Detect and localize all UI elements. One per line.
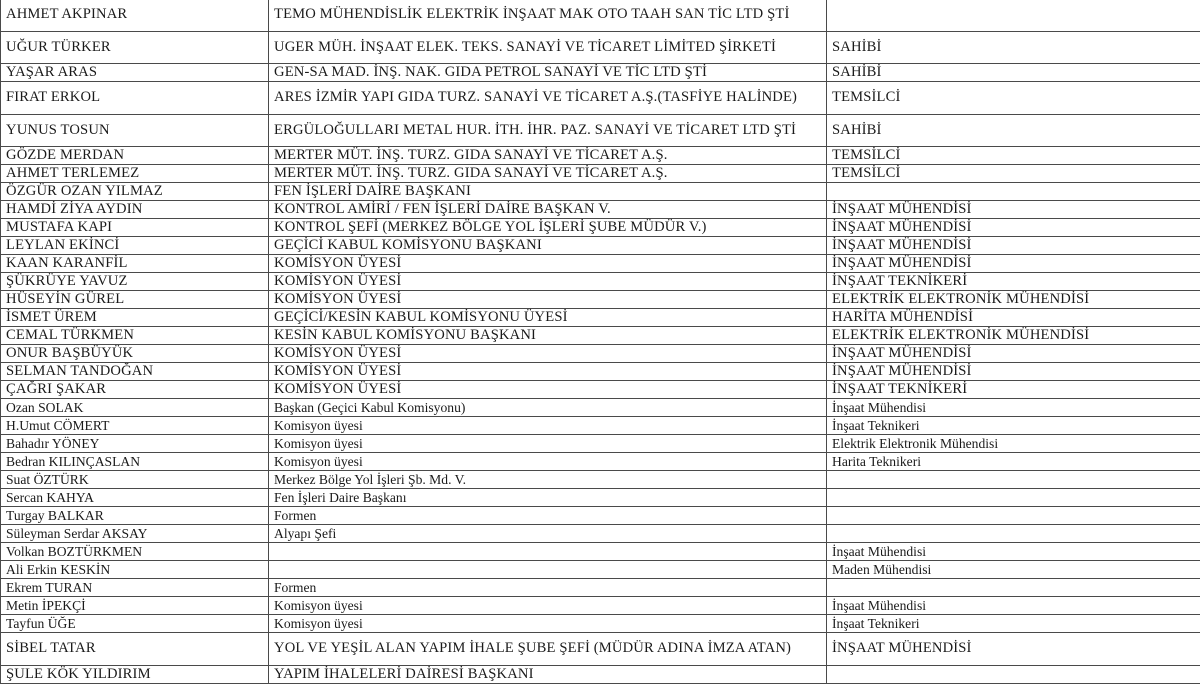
title-cell: İnşaat Teknikeri (827, 615, 1200, 633)
table-row (1, 417, 1200, 435)
table-row (1, 363, 1200, 381)
title-cell: ELEKTRİK ELEKTRONİK MÜHENDİSİ (827, 327, 1200, 345)
name-cell: Ali Erkin KESKİN (1, 561, 269, 579)
title-cell: İNŞAAT MÜHENDİSİ (827, 363, 1200, 381)
title-cell (827, 507, 1200, 525)
role-cell: MERTER MÜT. İNŞ. TURZ. GIDA SANAYİ VE TİCARET A.Ş. (269, 165, 827, 183)
table-row (1, 309, 1200, 327)
table-row (1, 507, 1200, 525)
role-cell (269, 543, 827, 561)
name-cell: MUSTAFA KAPI (1, 219, 269, 237)
title-cell (827, 665, 1200, 683)
name-cell: Sercan KAHYA (1, 489, 269, 507)
role-cell: KOMİSYON ÜYESİ (269, 345, 827, 363)
name-cell: Süleyman Serdar AKSAY (1, 525, 269, 543)
title-cell (827, 489, 1200, 507)
table-row (1, 219, 1200, 237)
role-cell: KOMİSYON ÜYESİ (269, 381, 827, 399)
title-cell: İNŞAAT MÜHENDİSİ (827, 201, 1200, 219)
table-row (1, 399, 1200, 417)
title-cell: İNŞAAT TEKNİKERİ (827, 273, 1200, 291)
title-cell: SAHİBİ (827, 114, 1200, 147)
name-cell: Bedran KILINÇASLAN (1, 453, 269, 471)
title-cell: İNŞAAT MÜHENDİSİ (827, 345, 1200, 363)
name-cell: İSMET ÜREM (1, 309, 269, 327)
table-row (1, 183, 1200, 201)
table-row (1, 633, 1200, 666)
table-row (1, 579, 1200, 597)
table-row (1, 273, 1200, 291)
table-row (1, 615, 1200, 633)
title-cell: SAHİBİ (827, 64, 1200, 82)
title-cell: TEMSİLCİ (827, 165, 1200, 183)
table-row (1, 237, 1200, 255)
name-cell: ÇAĞRI ŞAKAR (1, 381, 269, 399)
table-row (1, 201, 1200, 219)
name-cell: Tayfun ÜĞE (1, 615, 269, 633)
role-cell (269, 561, 827, 579)
name-cell: AHMET TERLEMEZ (1, 165, 269, 183)
title-cell: HARİTA MÜHENDİSİ (827, 309, 1200, 327)
role-cell: Formen (269, 579, 827, 597)
role-cell: UGER MÜH. İNŞAAT ELEK. TEKS. SANAYİ VE TİCARET LİMİTED ŞİRKETİ (269, 31, 827, 64)
title-cell: SAHİBİ (827, 31, 1200, 64)
title-cell: İNŞAAT MÜHENDİSİ (827, 219, 1200, 237)
table-row (1, 453, 1200, 471)
role-cell: Komisyon üyesi (269, 615, 827, 633)
table-row (1, 64, 1200, 82)
name-cell: HAMDİ ZİYA AYDIN (1, 201, 269, 219)
role-cell: GEN-SA MAD. İNŞ. NAK. GIDA PETROL SANAYİ VE TİC LTD ŞTİ (269, 64, 827, 82)
name-cell: SELMAN TANDOĞAN (1, 363, 269, 381)
table-row (1, 525, 1200, 543)
title-cell: Maden Mühendisi (827, 561, 1200, 579)
role-cell: YOL VE YEŞİL ALAN YAPIM İHALE ŞUBE ŞEFİ (MÜDÜR ADINA İMZA ATAN) (269, 633, 827, 666)
table-row (1, 543, 1200, 561)
role-cell: MERTER MÜT. İNŞ. TURZ. GIDA SANAYİ VE TİCARET A.Ş. (269, 147, 827, 165)
role-cell: Merkez Bölge Yol İşleri Şb. Md. V. (269, 471, 827, 489)
role-cell: GEÇİCİ/KESİN KABUL KOMİSYONU ÜYESİ (269, 309, 827, 327)
name-cell: Volkan BOZTÜRKMEN (1, 543, 269, 561)
title-cell: İNŞAAT MÜHENDİSİ (827, 237, 1200, 255)
table-row (1, 31, 1200, 64)
title-cell: İNŞAAT MÜHENDİSİ (827, 633, 1200, 666)
table-row (1, 114, 1200, 147)
name-cell: LEYLAN EKİNCİ (1, 237, 269, 255)
role-cell: ERGÜLOĞULLARI METAL HUR. İTH. İHR. PAZ. SANAYİ VE TİCARET LTD ŞTİ (269, 114, 827, 147)
table-row (1, 255, 1200, 273)
table-row (1, 82, 1200, 115)
title-cell: İNŞAAT MÜHENDİSİ (827, 255, 1200, 273)
role-cell: KESİN KABUL KOMİSYONU BAŞKANI (269, 327, 827, 345)
title-cell: İnşaat Teknikeri (827, 417, 1200, 435)
table-row (1, 327, 1200, 345)
role-cell: Komisyon üyesi (269, 435, 827, 453)
role-cell: GEÇİCİ KABUL KOMİSYONU BAŞKANI (269, 237, 827, 255)
role-cell: Başkan (Geçici Kabul Komisyonu) (269, 399, 827, 417)
role-cell: Komisyon üyesi (269, 417, 827, 435)
role-cell: FEN İŞLERİ DAİRE BAŞKANI (269, 183, 827, 201)
title-cell: Elektrik Elektronik Mühendisi (827, 435, 1200, 453)
personnel-table-body (1, 0, 1200, 683)
name-cell: YAŞAR ARAS (1, 64, 269, 82)
role-cell: Formen (269, 507, 827, 525)
name-cell: Turgay BALKAR (1, 507, 269, 525)
role-cell: ARES İZMİR YAPI GIDA TURZ. SANAYİ VE TİCARET A.Ş.(TASFİYE HALİNDE) (269, 82, 827, 115)
title-cell (827, 183, 1200, 201)
table-row (1, 489, 1200, 507)
title-cell: İnşaat Mühendisi (827, 543, 1200, 561)
title-cell: TEMSİLCİ (827, 147, 1200, 165)
name-cell: ONUR BAŞBÜYÜK (1, 345, 269, 363)
table-row (1, 471, 1200, 489)
table-row (1, 147, 1200, 165)
role-cell: Alyapı Şefi (269, 525, 827, 543)
name-cell: KAAN KARANFİL (1, 255, 269, 273)
role-cell: YAPIM İHALELERİ DAİRESİ BAŞKANI (269, 665, 827, 683)
name-cell: Ekrem TURAN (1, 579, 269, 597)
title-cell: İNŞAAT TEKNİKERİ (827, 381, 1200, 399)
name-cell: SİBEL TATAR (1, 633, 269, 666)
table-row (1, 291, 1200, 309)
table-row (1, 561, 1200, 579)
title-cell: İnşaat Mühendisi (827, 399, 1200, 417)
table-row (1, 381, 1200, 399)
title-cell: ELEKTRİK ELEKTRONİK MÜHENDİSİ (827, 291, 1200, 309)
title-cell: İnşaat Mühendisi (827, 597, 1200, 615)
name-cell: FIRAT ERKOL (1, 82, 269, 115)
name-cell: GÖZDE MERDAN (1, 147, 269, 165)
name-cell: H.Umut CÖMERT (1, 417, 269, 435)
table-row (1, 597, 1200, 615)
title-cell (827, 471, 1200, 489)
name-cell: UĞUR TÜRKER (1, 31, 269, 64)
title-cell: Harita Teknikeri (827, 453, 1200, 471)
table-row (1, 0, 1200, 31)
role-cell: KOMİSYON ÜYESİ (269, 291, 827, 309)
table-row (1, 165, 1200, 183)
name-cell: ÖZGÜR OZAN YILMAZ (1, 183, 269, 201)
name-cell: AHMET AKPINAR (1, 0, 269, 31)
role-cell: Fen İşleri Daire Başkanı (269, 489, 827, 507)
name-cell: HÜSEYİN GÜREL (1, 291, 269, 309)
name-cell: Bahadır YÖNEY (1, 435, 269, 453)
title-cell (827, 525, 1200, 543)
table-row (1, 345, 1200, 363)
role-cell: Komisyon üyesi (269, 597, 827, 615)
role-cell: KOMİSYON ÜYESİ (269, 363, 827, 381)
role-cell: KONTROL AMİRİ / FEN İŞLERİ DAİRE BAŞKAN V. (269, 201, 827, 219)
role-cell: KOMİSYON ÜYESİ (269, 273, 827, 291)
name-cell: Suat ÖZTÜRK (1, 471, 269, 489)
name-cell: ŞÜKRÜYE YAVUZ (1, 273, 269, 291)
table-row (1, 665, 1200, 683)
role-cell: KONTROL ŞEFİ (MERKEZ BÖLGE YOL İŞLERİ ŞUBE MÜDÜR V.) (269, 219, 827, 237)
name-cell: ŞULE KÖK YILDIRIM (1, 665, 269, 683)
title-cell (827, 579, 1200, 597)
role-cell: Komisyon üyesi (269, 453, 827, 471)
role-cell: TEMO MÜHENDİSLİK ELEKTRİK İNŞAAT MAK OTO TAAH SAN TİC LTD ŞTİ (269, 0, 827, 31)
table-row (1, 435, 1200, 453)
name-cell: CEMAL TÜRKMEN (1, 327, 269, 345)
name-cell: YUNUS TOSUN (1, 114, 269, 147)
name-cell: Ozan SOLAK (1, 399, 269, 417)
name-cell: Metin İPEKÇİ (1, 597, 269, 615)
title-cell (827, 0, 1200, 31)
title-cell: TEMSİLCİ (827, 82, 1200, 115)
role-cell: KOMİSYON ÜYESİ (269, 255, 827, 273)
